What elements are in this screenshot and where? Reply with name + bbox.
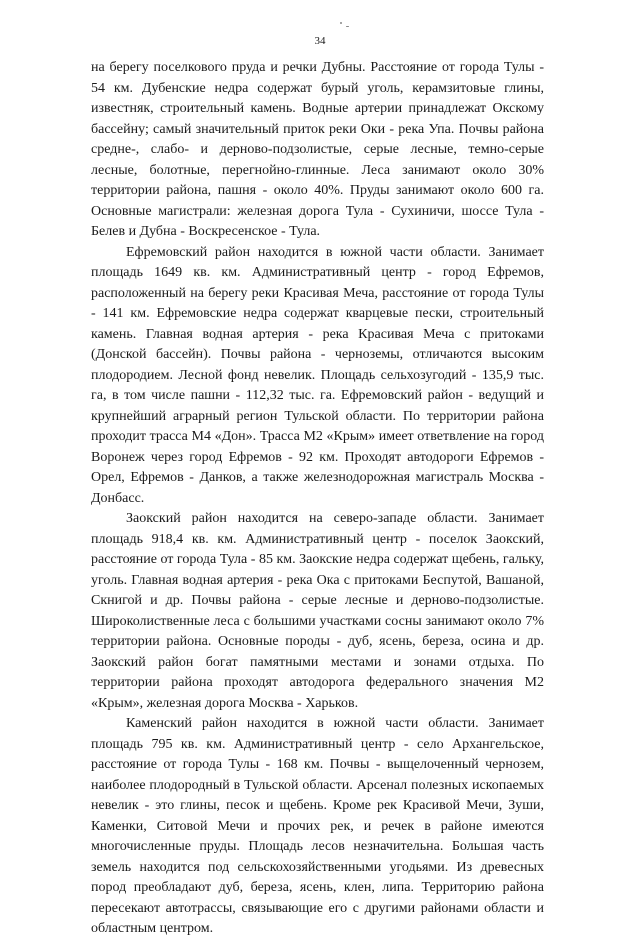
page-number: 34 (314, 35, 326, 47)
paragraph-zaoksky-district: Заокский район находится на северо-западе области. Занимает площадь 918,4 кв. км. Административный центр - поселок Заокский, расстояние от города Тула - 85 км. Заокские недра содержат щебень, гальку, уголь. Главная водная артерия - река Ока с притоками Беспутой, Вашаной, Скнигой и др. Почвы района - серые лесные и дерново-подзолистые. Широколиственные леса с большими участками сосны занимают около 7% территории района. Основные породы - дуб, ясень, береза, осина и др. Заокский район богат памятными местами и зонами отдыха. По территории района проходят автодорога федерального значения М2 «Крым», железная дорога Москва - Харьков. (91, 511, 544, 711)
paragraph-efremov-district: Ефремовский район находится в южной части области. Занимает площадь 1649 кв. км. Административный центр - город Ефремов, расположенный на берегу реки Красивая Меча, расстояние от города Тулы - 141 км. Ефремовские недра содержат кварцевые пески, строительный камень. Главная водная артерия - река Красивая Меча с притоками (Донской бассейн). Почвы района - черноземы, отличаются высоким плодородием. Лесной фонд невелик. Площадь сельхозугодий - 135,9 тыс. га, в том числе пашни - 112,32 тыс. га. Ефремовский район - ведущий и крупнейший аграрный регион Тульской области. По территории района проходит трасса М4 «Дон». Трасса М2 «Крым» имеет ответвление на город Воронеж через город Ефремов - 92 км. Проходят автодороги Ефремов - Орел, Ефремов - Данков, а также железнодорожная магистраль Москва - Донбасс. (91, 244, 544, 506)
paragraph-dubna-continued: на берегу поселкового пруда и речки Дубны. Расстояние от города Тулы - 54 км. Дубенские недра содержат бурый уголь, керамзитовые глины, известняк, строительный камень. Водные артерии принадлежат Окскому бассейну; самый значительный приток реки Оки - река Упа. Почвы района средне-, слабо- и дерново-подзолистые, серые лесные, темно-серые лесные, болотные, перегнойно-глинные. Леса занимают около 30% территории района, пашня - около 40%. Пруды занимают около 600 га. Основные магистрали: железная дорога Тула - Сухиничи, шоссе Тула - Белев и Дубна - Воскресенское - Тула. (91, 60, 544, 239)
scan-speck (346, 26, 349, 27)
paragraph-kamensky-district: Каменский район находится в южной части области. Занимает площадь 795 кв. км. Административный центр - село Архангельское, расстояние от города Тулы - 168 км. Почвы - выщелоченный чернозем, наиболее плодородный в Тульской области. Арсенал полезных ископаемых невелик - это глины, песок и щебень. Кроме рек Красивой Мечи, Зуши, Каменки, Ситовой Мечи и прочих рек, и речек в районе имеются многочисленные пруды. Площадь лесов незначительна. Большая часть земель находится под сельскохозяйственными угодьями. Из древесных пород преобладают дуб, береза, ясень, клен, липа. Территорию района пересекают автотрассы, связывающие его с другими районами области и областным центром. (91, 716, 544, 936)
scan-speck (340, 22, 342, 24)
body-text (91, 58, 544, 940)
